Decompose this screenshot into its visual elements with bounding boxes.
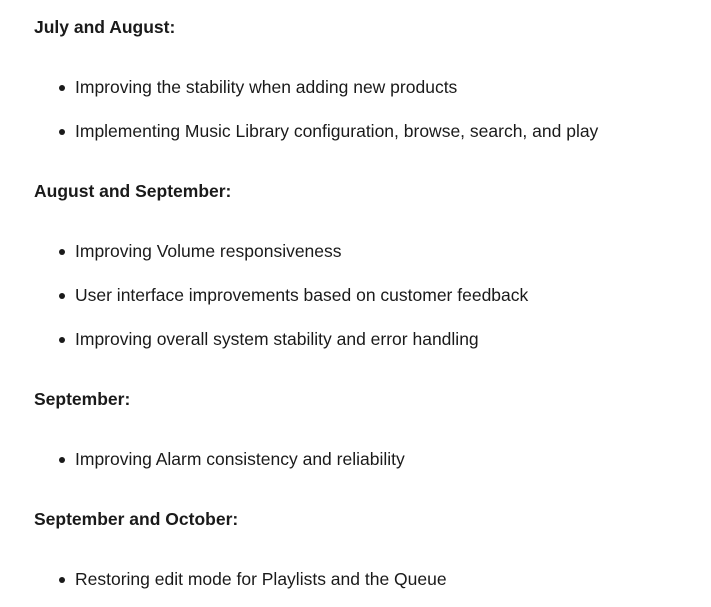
bullet-list-july-august xyxy=(34,75,711,143)
list-item xyxy=(34,447,711,471)
bullet-list-september-october xyxy=(34,567,711,591)
bullet-dot-icon xyxy=(59,249,65,255)
list-item-text: Improving the stability when adding new products xyxy=(75,77,458,97)
section-heading-july-august: July and August: xyxy=(34,17,176,37)
list-item xyxy=(34,75,711,99)
list-item xyxy=(34,327,711,351)
list-item xyxy=(34,119,711,143)
bullet-dot-icon xyxy=(59,129,65,135)
bullet-dot-icon xyxy=(59,293,65,299)
section-heading-september-october: September and October: xyxy=(34,509,239,529)
list-item xyxy=(34,283,711,307)
bullet-dot-icon xyxy=(59,337,65,343)
section-heading-august-september: August and September: xyxy=(34,181,232,201)
list-item-text: Improving overall system stability and error handling xyxy=(75,329,479,349)
bullet-dot-icon xyxy=(59,577,65,583)
list-item-text: Improving Volume responsiveness xyxy=(75,241,342,261)
bullet-dot-icon xyxy=(59,85,65,91)
list-item-text: User interface improvements based on customer feedback xyxy=(75,285,529,305)
list-item xyxy=(34,567,711,591)
bullet-list-september xyxy=(34,447,711,471)
list-item-text: Restoring edit mode for Playlists and the Queue xyxy=(75,569,447,589)
list-item-text: Improving Alarm consistency and reliability xyxy=(75,449,405,469)
bullet-dot-icon xyxy=(59,457,65,463)
list-item xyxy=(34,239,711,263)
section-heading-september: September: xyxy=(34,389,131,409)
bullet-list-august-september xyxy=(34,239,711,351)
list-item-text: Implementing Music Library configuration, browse, search, and play xyxy=(75,121,599,141)
